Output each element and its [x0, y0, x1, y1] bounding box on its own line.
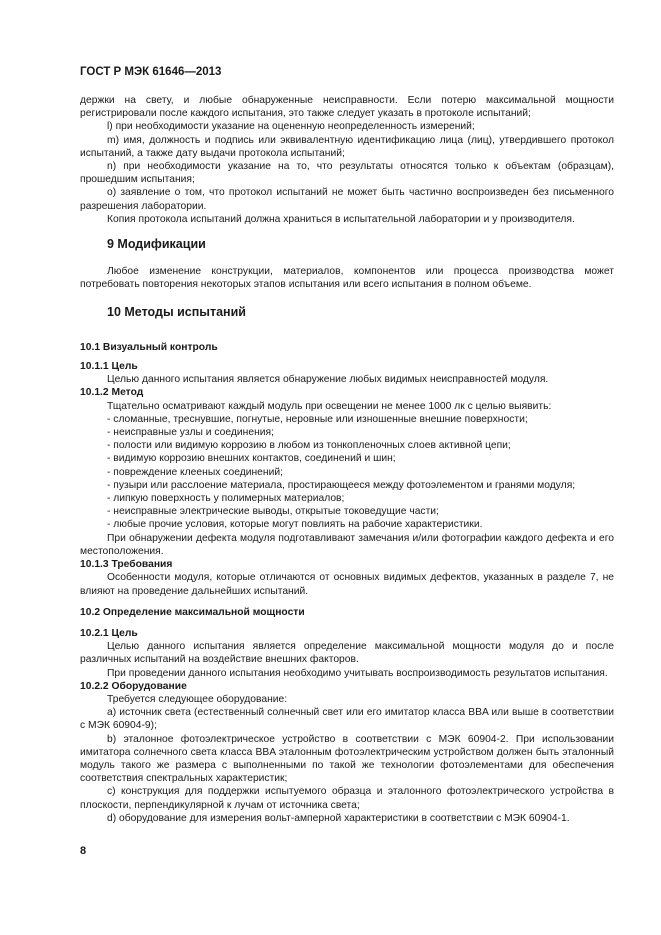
list-item: - липкую поверхность у полимерных материалов;: [107, 493, 345, 505]
list-item: - любые прочие условия, которые могут повлиять на рабочие характеристики.: [107, 519, 483, 531]
document-body: [80, 94, 614, 825]
list-item: - полости или видимую коррозию в любом из тонкопленочных слоев активной цепи;: [107, 440, 511, 452]
paragraph: Тщательно осматривают каждый модуль при освещении не менее 1000 лк с целью выявить:: [107, 400, 552, 412]
list-item: - видимую коррозию внешних контактов, соединений и шин;: [107, 453, 396, 465]
list-item: a) источник света (естественный солнечный свет или его имитатор класса BBA или выше в соответствии с МЭК 60904-9);: [80, 707, 614, 732]
paragraph: Целью данного испытания является определение максимальной мощности модуля до и после различных испытаний на воздействие внешних факторов.: [80, 641, 614, 666]
subsection-10-2-1-heading: 10.2.1 Цель: [80, 627, 138, 639]
paragraph: При обнаружении дефекта модуля подготавливают замечания и/или фотографии каждого дефекта и его местоположения.: [80, 532, 614, 557]
section-9-heading: 9 Модификации: [107, 237, 206, 252]
subsection-10-1-1-heading: 10.1.1 Цель: [80, 361, 138, 373]
subsection-10-1-2-heading: 10.1.2 Метод: [80, 387, 144, 399]
list-item: m) имя, должность и подпись или эквивалентную идентификацию лица (лиц), утвердившего протокол испытаний, а также дату выдачи протокола испытаний;: [80, 134, 614, 159]
paragraph: Любое изменение конструкции, материалов, компонентов или процесса производства может потребовать повторения некоторых этапов испытания или всего испытания в полном объеме.: [80, 266, 614, 291]
paragraph: держки на свету, и любые обнаруженные неисправности. Если потерю максимальной мощности регистрировали после каждого испытания, это также следует указать в протоколе испытаний;: [80, 95, 614, 120]
list-item: - повреждение клееных соединений;: [107, 466, 283, 478]
list-item: l) при необходимости указание на оцененную неопределенность измерений;: [107, 121, 475, 133]
subsection-10-2-heading: 10.2 Определение максимальной мощности: [80, 606, 305, 618]
paragraph: Требуется следующее оборудование:: [107, 693, 288, 705]
subsection-10-1-heading: 10.1 Визуальный контроль: [80, 341, 218, 353]
list-item: - неисправные электрические выводы, открытые токоведущие части;: [107, 506, 439, 518]
paragraph: Копия протокола испытаний должна храниться в испытательной лаборатории и у производителя.: [107, 213, 575, 225]
paragraph: Целью данного испытания является обнаружение любых видимых неисправностей модуля.: [107, 374, 549, 386]
standard-header: ГОСТ Р МЭК 61646—2013: [80, 66, 222, 78]
list-item: o) заявление о том, что протокол испытаний не может быть частично воспроизведен без письменного разрешения лаборатории.: [80, 187, 614, 212]
page-number: 8: [80, 845, 87, 857]
list-item: - сломанные, треснувшие, погнутые, неровные или изношенные внешние поверхности;: [107, 413, 528, 425]
list-item: d) оборудование для измерения вольт-амперной характеристики в соответствии с МЭК 60904-1.: [107, 812, 570, 824]
list-item: c) конструкция для поддержки испытуемого образца и эталонного фотоэлектрического устройства в плоскости, перпендикулярной к лучам от источника света;: [80, 786, 614, 811]
list-item: - пузыри или расслоение материала, простирающееся между фотоэлементом и гранями модуля;: [107, 479, 576, 491]
section-10-heading: 10 Методы испытаний: [107, 304, 246, 319]
subsection-10-2-2-heading: 10.2.2 Оборудование: [80, 680, 187, 692]
list-item: b) эталонное фотоэлектрическое устройство в соответствии с МЭК 60904-2. При использовании имитатора солнечного света класса BBA эталонным фотоэлектрическим устройством должен быть эталонный модуль такого же размера с выполненными по такой же технологии фотоэлементами для обеспечения соответствия спектральных характеристик;: [80, 733, 614, 785]
paragraph: Особенности модуля, которые отличаются от основных видимых дефектов, указанных в разделе 7, не влияют на проведение дальнейших испытаний.: [80, 572, 614, 597]
subsection-10-1-3-heading: 10.1.3 Требования: [80, 559, 173, 571]
list-item: - неисправные узлы и соединения;: [107, 427, 274, 439]
paragraph: При проведении данного испытания необходимо учитывать воспроизводимость результатов испытания.: [107, 667, 608, 679]
list-item: n) при необходимости указание на то, что результаты относятся только к объектам (образцам), прошедшим испытания;: [80, 161, 614, 186]
